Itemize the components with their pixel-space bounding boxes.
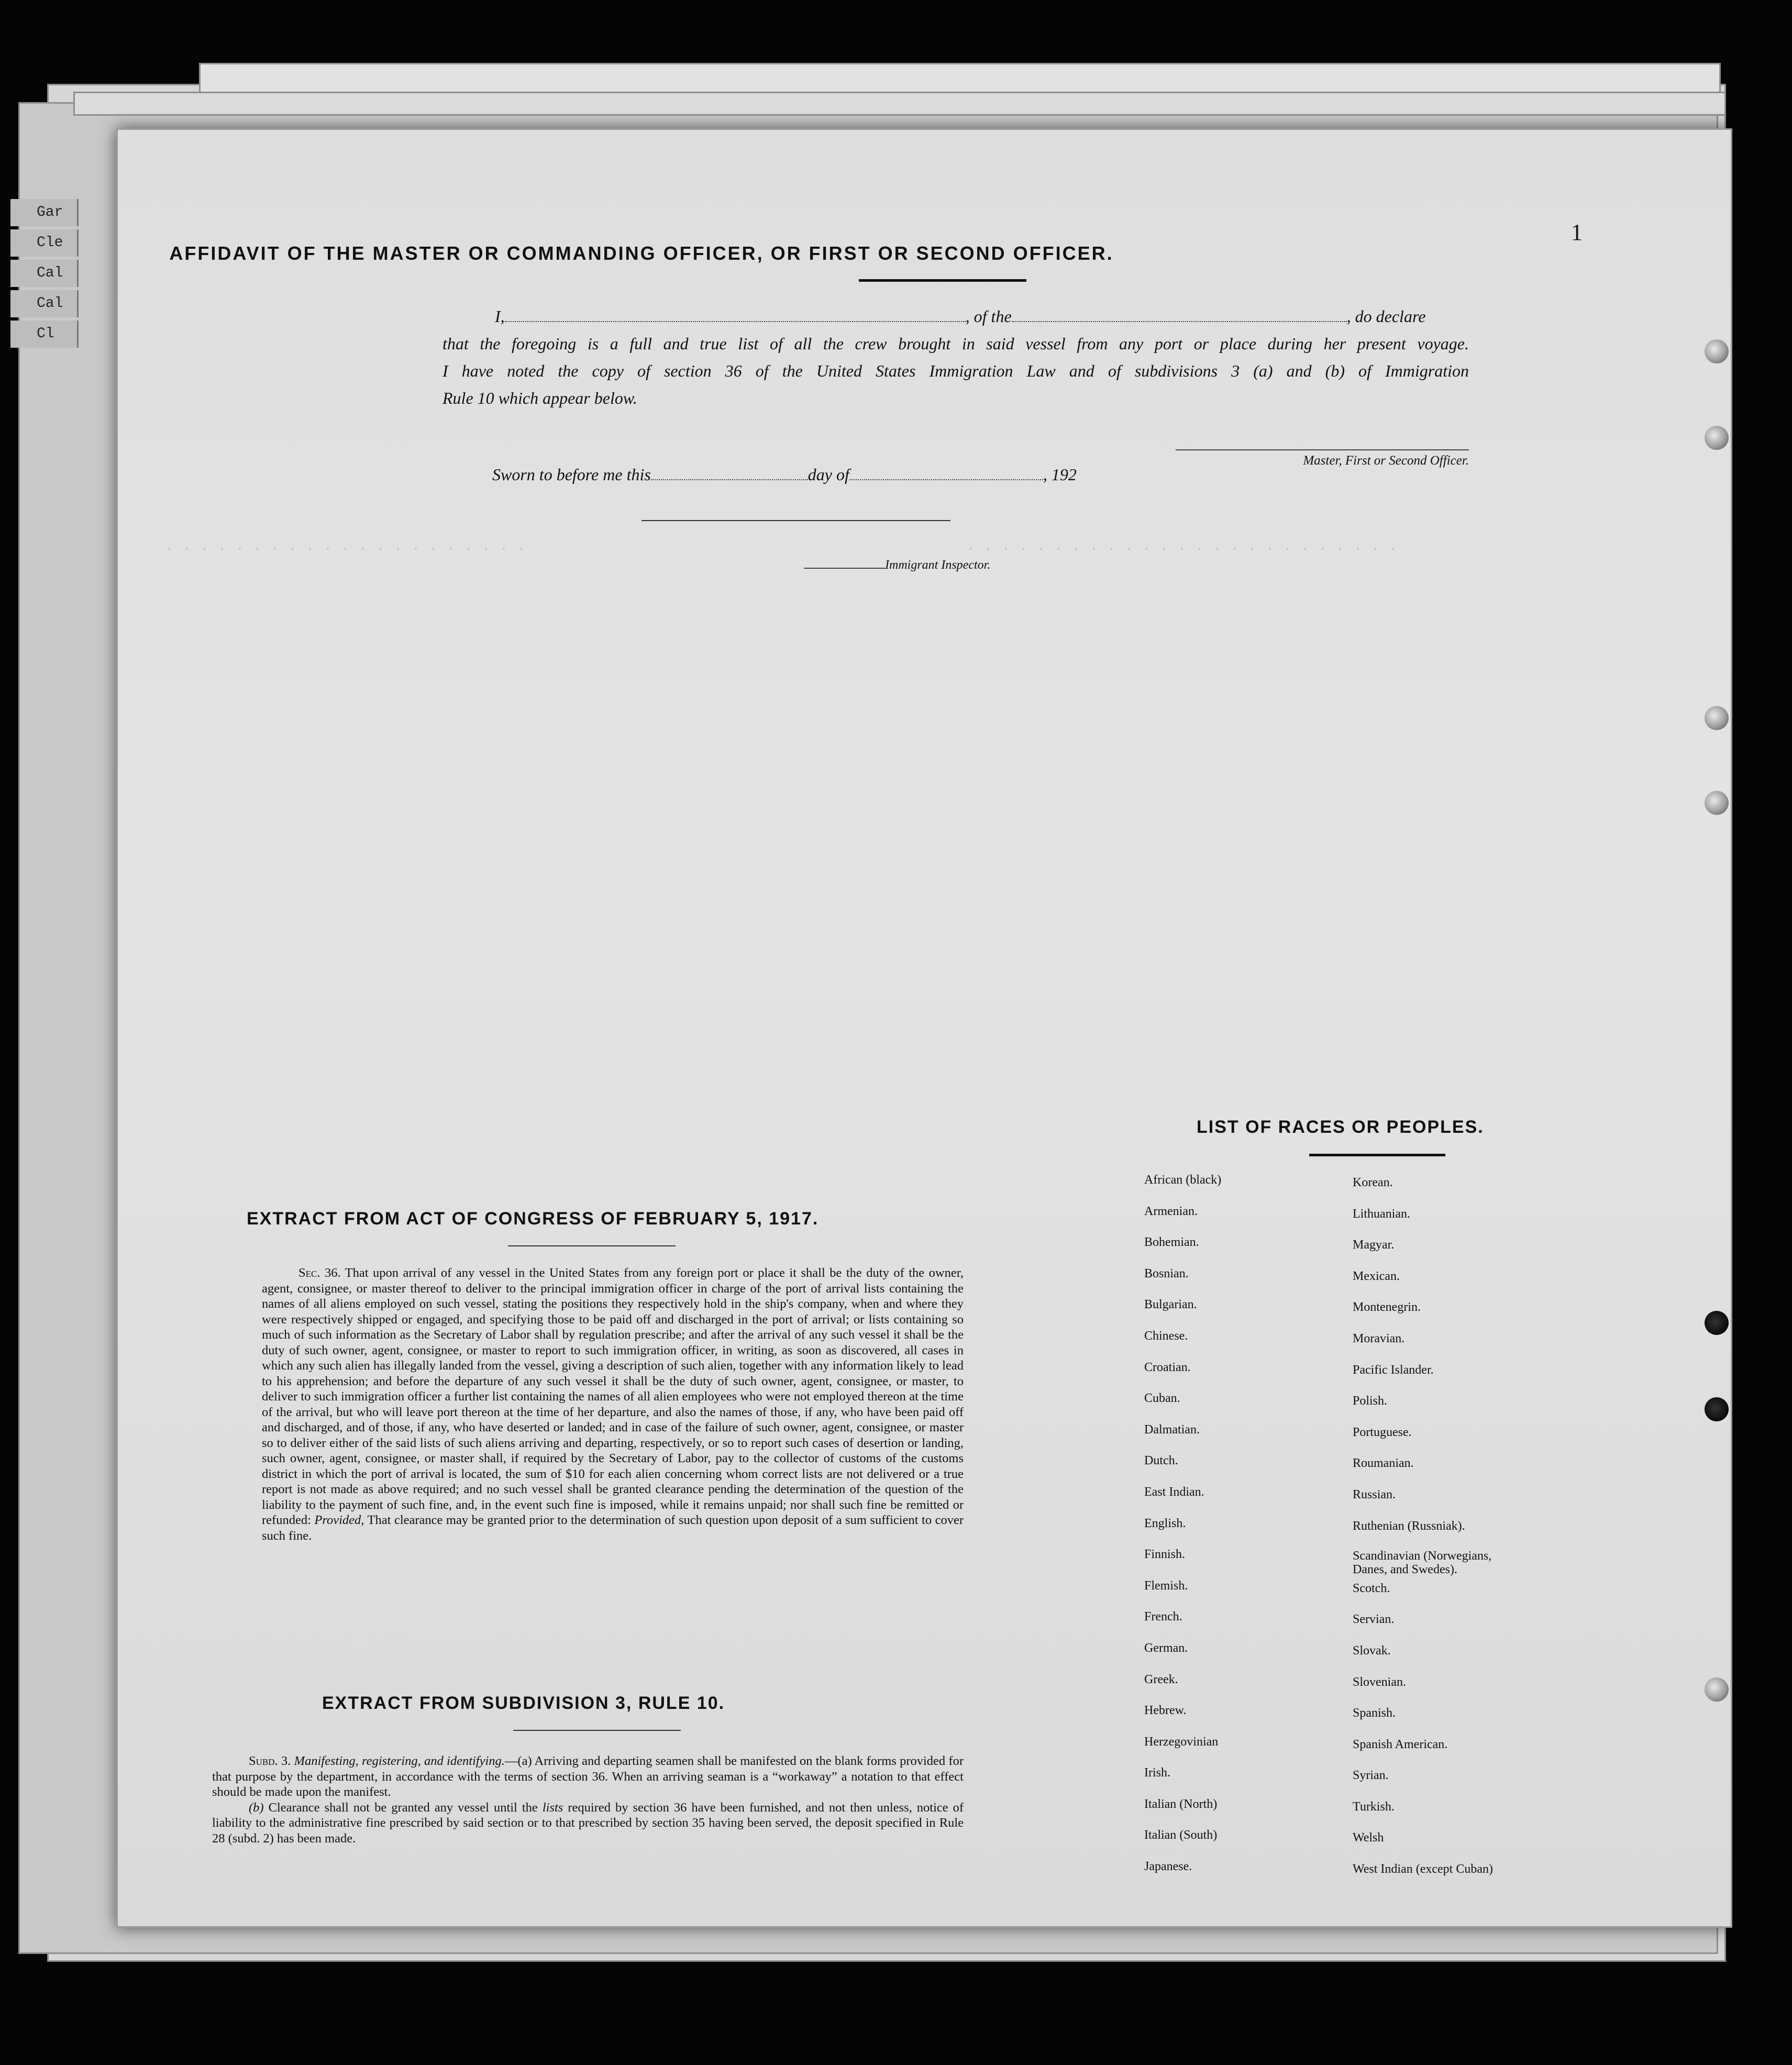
race-item: Welsh	[1353, 1831, 1384, 1845]
edge-fragment: Cl	[10, 321, 79, 348]
race-item: Russian.	[1353, 1487, 1396, 1501]
race-item: Slovenian.	[1353, 1675, 1406, 1689]
race-item: Bohemian.	[1144, 1235, 1199, 1250]
rule-extract-body	[212, 1753, 964, 1846]
race-item: African (black)	[1144, 1173, 1222, 1187]
inspector-lead-line	[804, 560, 885, 569]
race-item: Magyar.	[1353, 1238, 1395, 1252]
race-item: Bosnian.	[1144, 1266, 1189, 1280]
race-item: Lithuanian.	[1353, 1207, 1410, 1221]
vessel-name-blank[interactable]	[1012, 310, 1347, 322]
race-item: Italian (North)	[1144, 1797, 1218, 1811]
race-item: East Indian.	[1144, 1485, 1204, 1499]
race-item: German.	[1144, 1641, 1188, 1655]
race-item: Bulgarian.	[1144, 1298, 1197, 1312]
ghost-text: . . . . . . . . . . . . . . . . . . . . . . . . .	[966, 538, 1398, 555]
affidavit-declare-label: , do declare	[1346, 307, 1426, 326]
race-item: Dutch.	[1144, 1454, 1178, 1468]
proviso-text: That clearance may be granted prior to the determination of such question upon deposit of a sum sufficient to cover such fine.	[262, 1513, 964, 1543]
affidavit-text-line: Rule 10 which appear below.	[443, 389, 637, 407]
race-item: Herzegovinian	[1144, 1735, 1219, 1749]
paragraph-b-text-2: required by section 36 have been furnished, and not then unless, notice of liability to the administrative fine prescribed by said section or to that prescribed by section 35 having been served, the deposit specified in Rule 28 (subd. 2) has been made.	[212, 1800, 964, 1846]
race-item: Syrian.	[1353, 1769, 1389, 1783]
race-item: Montenegrin.	[1353, 1300, 1421, 1315]
race-item: Scandinavian (Norwegians, Danes, and Swedes).	[1353, 1549, 1492, 1577]
sworn-day-blank[interactable]	[651, 468, 808, 480]
inspector-signature-line[interactable]	[641, 520, 950, 521]
act-extract-body	[262, 1265, 964, 1543]
race-item: Korean.	[1353, 1176, 1393, 1189]
race-item: Ruthenian (Russniak).	[1353, 1519, 1465, 1533]
subdivision-label: Subd. 3.	[249, 1754, 291, 1768]
subdivision-heading: Manifesting, registering, and identifying.	[294, 1754, 505, 1768]
race-item: Irish.	[1144, 1766, 1170, 1780]
races-list-title: LIST OF RACES OR PEOPLES.	[1197, 1117, 1484, 1137]
rule-extract-title: EXTRACT FROM SUBDIVISION 3, RULE 10.	[322, 1693, 725, 1713]
punch-hole	[1705, 339, 1729, 363]
affidavit-title: AFFIDAVIT OF THE MASTER OR COMMANDING OFFICER, OR FIRST OR SECOND OFFICER.	[169, 242, 1114, 264]
race-item: West Indian (except Cuban)	[1353, 1862, 1493, 1876]
race-item: Finnish.	[1144, 1548, 1186, 1562]
document-page	[116, 128, 1732, 1928]
affidavit-i-label: I,	[495, 307, 505, 326]
affidavit-body	[443, 303, 1469, 412]
race-item: Spanish.	[1353, 1706, 1396, 1720]
race-item: Italian (South)	[1144, 1828, 1218, 1842]
race-item: Chinese.	[1144, 1329, 1188, 1343]
race-item: Flemish.	[1144, 1578, 1188, 1593]
race-item: Polish.	[1353, 1394, 1388, 1408]
act-extract-title: EXTRACT FROM ACT OF CONGRESS OF FEBRUARY 5, 1917.	[247, 1209, 819, 1229]
race-item: Cuban.	[1144, 1392, 1180, 1406]
race-item: Scotch.	[1353, 1581, 1390, 1595]
sworn-line	[492, 465, 1077, 484]
race-item: Moravian.	[1353, 1331, 1405, 1345]
punch-hole	[1705, 1397, 1729, 1421]
inspector-line	[804, 558, 990, 572]
races-left-column	[1144, 1172, 1354, 1890]
race-item: Turkish.	[1353, 1799, 1395, 1814]
master-signature-label: Master, First or Second Officer.	[1176, 449, 1469, 468]
punch-hole	[1705, 791, 1729, 815]
race-item: Spanish American.	[1353, 1737, 1448, 1751]
races-title-underline	[1309, 1154, 1445, 1156]
paragraph-a: —(a) Arriving and departing seamen shall be manifested on the blank forms provided for that purpose by the department, in accordance with the terms of section 36. When an arriving seaman is a “workaway” a notation to that effect should be made upon the manifest.	[212, 1754, 964, 1799]
affidavit-of-the-label: , of the	[965, 307, 1012, 326]
rule-title-underline	[513, 1730, 681, 1731]
punch-hole	[1705, 426, 1729, 450]
sworn-day-label: day of	[807, 465, 849, 484]
edge-fragment: Cle	[10, 229, 79, 257]
section-label: Sec. 36.	[298, 1266, 341, 1280]
race-item: Greek.	[1144, 1672, 1178, 1686]
race-item: Mexican.	[1353, 1269, 1400, 1283]
ghost-text: . . . . . . . . . . . . . . . . . . . . .	[165, 538, 526, 555]
punch-hole	[1705, 1311, 1729, 1335]
affidavit-declaration-line	[443, 303, 1469, 330]
race-item: Hebrew.	[1144, 1704, 1187, 1718]
sworn-month-blank[interactable]	[849, 468, 1043, 480]
race-item: Slovak.	[1353, 1643, 1391, 1658]
punch-hole	[1705, 1677, 1729, 1702]
affidavit-text-line: I have noted the copy of section 36 of the United States Immigration Law and of subdivisions 3 (a) and (b) of Immigration	[443, 361, 1469, 380]
punch-hole	[1705, 706, 1729, 730]
inspector-label: Immigrant Inspector.	[885, 558, 991, 572]
edge-fragment: Cal	[10, 260, 79, 287]
race-item: Japanese.	[1144, 1860, 1192, 1874]
paragraph-b-text-1: Clearance shall not be granted any vessel until the	[268, 1800, 538, 1815]
paragraph-b-lists: lists	[542, 1800, 563, 1815]
race-item: English.	[1144, 1516, 1186, 1530]
proviso-label: Provided,	[314, 1513, 364, 1527]
sworn-year-label: , 192	[1043, 465, 1077, 484]
page-number: 1	[1571, 219, 1583, 245]
race-item: Croatian.	[1144, 1360, 1191, 1374]
race-item: Roumanian.	[1353, 1456, 1414, 1471]
edge-fragment: Cal	[10, 290, 79, 317]
race-item: Armenian.	[1144, 1204, 1198, 1218]
races-right-column	[1353, 1175, 1562, 1893]
race-item: Dalmatian.	[1144, 1422, 1200, 1437]
section-36-text: That upon arrival of any vessel in the United States from any foreign port or place it shall be the duty of the owner, agent, consignee, or master thereof to deliver to the principal immigration officer in charge of the port of arrival lists containing the names of all aliens employed on such vessel, stating the positions they respectively hold in the ship's company, when and where they were respectively shipped or engaged, and specifying those to be paid off and discharged in the port of arrival; or lists containing so much of such information as the Secretary of Labor shall by regulation prescribe; and after the arrival of any such vessel it shall be the duty of such owner, agent, consignee, or master to report to such immigration officer, in writing, as soon as discovered, all cases in which any such alien has illegally landed from the vessel, giving a description of such alien, together with any information likely to lead to his apprehension; and before the departure of any such vessel it shall be the duty of such owner, agent, consignee, or master, to deliver to such immigration officer a further list containing the names of all alien employees who were not employed thereon at the time of the arrival, but who will leave port thereon at the time of her departure, and also the names of those, if any, who have been paid off and discharged, and of those, if any, who have deserted or landed; and in case of the failure of such owner, agent, consignee, or master so to deliver either of the said lists of such aliens arriving and departing, respectively, or so to report such cases of desertion or landing, such owner, agent, consignee, or master shall, if required by the Secretary of Labor, pay to the collector of customs of the customs district in which the port of arrival is located, the sum of $10 for each alien concerning whom correct lists are not delivered or a true report is not made as above required; and no such vessel shall be granted clearance pending the determination of the question of the liability to the payment of such fine, and, in the event such fine is imposed, while it remains unpaid; nor shall such fine be remitted or refunded:	[262, 1266, 964, 1527]
background-sheet-edge	[73, 92, 1726, 116]
edge-fragments	[10, 199, 79, 351]
affidavit-text-line: that the foregoing is a full and true list of all the crew brought in said vessel from any port or place during her present voyage.	[443, 334, 1469, 353]
title-underline	[859, 279, 1026, 282]
race-item: French.	[1144, 1610, 1182, 1624]
race-item: Portuguese.	[1353, 1425, 1412, 1439]
paragraph-b-label: (b)	[249, 1800, 264, 1815]
race-item: Pacific Islander.	[1353, 1363, 1434, 1377]
act-title-underline	[508, 1245, 676, 1246]
master-name-blank[interactable]	[505, 310, 966, 322]
edge-fragment: Gar	[10, 199, 79, 226]
sworn-prefix: Sworn to before me this	[492, 465, 651, 484]
race-item: Servian.	[1353, 1613, 1395, 1627]
